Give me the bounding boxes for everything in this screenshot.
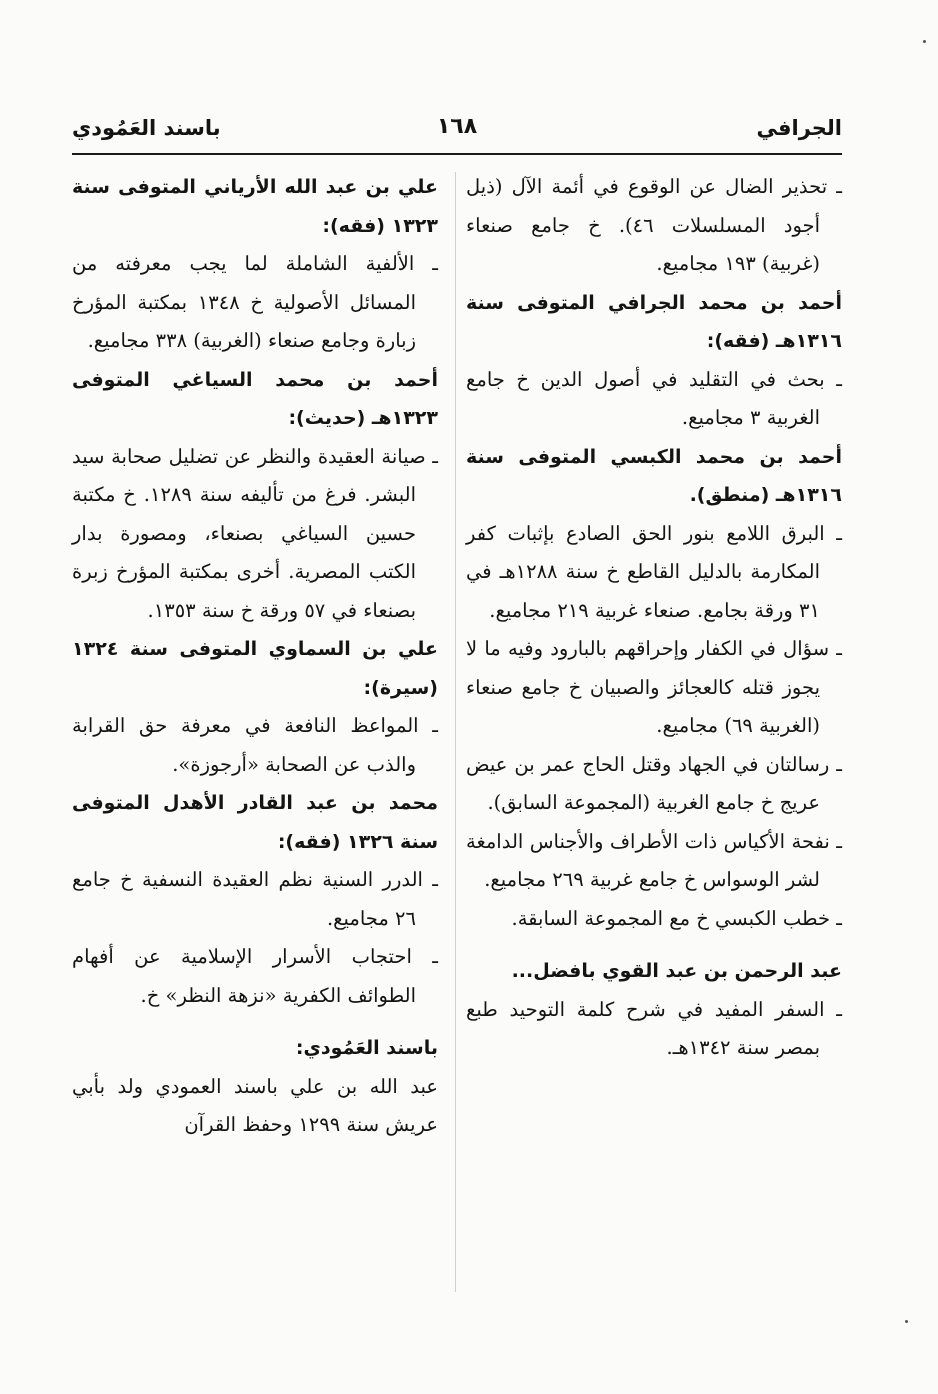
biography-text: عبد الله بن علي باسند العمودي ولد بأبي عريش سنة ١٢٩٩ وحفظ القرآن [72,1074,438,1136]
work-entry: ـ بحث في التقليد في أصول الدين خ جامع الغربية ٣ مجاميع. [466,367,842,429]
author-heading: باسند العَمُودي: [295,1037,438,1059]
author-heading: علي بن عبد الله الأرياني المتوفى سنة ١٣٢٣ (فقه): [72,176,438,237]
header-rule [72,153,842,155]
work-entry: ـ سؤال في الكفار وإحراقهم بالبارود وفيه ما لا يجوز قتله كالعجائز والصبيان خ جامع صنعاء (الغربية ٦٩) مجاميع. [466,637,842,737]
left-column [72,168,438,1145]
work-entry: ـ خطب الكبسي خ مع المجموعة السابقة. [511,906,842,930]
work-entry: ـ الدرر السنية نظم العقيدة النسفية خ جامع ٢٦ مجاميع. [72,868,438,930]
author-heading: علي بن السماوي المتوفى سنة ١٣٢٤ (سيرة): [72,638,438,699]
page-number: ١٦٨ [436,114,478,139]
scan-speck [905,1320,908,1323]
running-header [72,112,842,152]
work-entry: ـ صيانة العقيدة والنظر عن تضليل صحابة سيد البشر. فرغ من تأليفه سنة ١٢٨٩. خ مكتبة حسين السياغي بصنعاء، ومصورة بدار الكتب المصرية. أخرى بمكتبة المؤرخ زبرة بصنعاء في ٥٧ ورقة خ سنة ١٣٥٣. [72,444,438,622]
column-divider [455,172,456,1292]
author-heading: أحمد بن محمد الجرافي المتوفى سنة ١٣١٦هـ (فقه): [466,291,842,352]
work-entry: ـ السفر المفيد في شرح كلمة التوحيد طبع بمصر سنة ١٣٤٢هـ. [466,997,842,1059]
section-gap [72,1015,438,1029]
work-entry: ـ احتجاب الأسرار الإسلامية عن أفهام الطوائف الكفرية «نزهة النظر» خ. [72,945,438,1007]
author-heading: أحمد بن محمد السياغي المتوفى ١٣٢٣هـ (حديث): [72,368,438,429]
work-entry: ـ رسالتان في الجهاد وقتل الحاج عمر بن عيض عريج خ جامع الغربية (المجموعة السابق). [466,752,842,814]
section-gap [466,938,842,952]
work-entry: ـ البرق اللامع بنور الحق الصادع بإثبات كفر المكارمة بالدليل القاطع خ سنة ١٢٨٨هـ في ٣١ ورقة بجامع. صنعاء غربية ٢١٩ مجاميع. [466,521,842,622]
work-entry: ـ المواعظ النافعة في معرفة حق القرابة والذب عن الصحابة «أرجوزة». [72,714,438,776]
scan-speck [923,40,926,43]
work-entry: ـ تحذير الضال عن الوقوع في أئمة الآل (ذيل أجود المسلسلات ٤٦). خ جامع صنعاء (غربية) ١٩٣ مجاميع. [466,175,842,275]
author-heading: محمد بن عبد القادر الأهدل المتوفى سنة ١٣٢٦ (فقه): [72,792,438,853]
work-entry: ـ نفحة الأكياس ذات الأطراف والأجناس الدامغة لشر الوسواس خ جامع غربية ٢٦٩ مجاميع. [466,829,842,891]
work-entry: ـ الألفية الشاملة لما يجب معرفته من المسائل الأصولية خ ١٣٤٨ بمكتبة المؤرخ زبارة وجامع صنعاء (الغربية) ٣٣٨ مجاميع. [72,252,438,352]
header-chapter-title: الجرافي [756,116,842,140]
header-section-title: باسند العَمُودي [72,116,221,140]
right-column [466,168,842,1068]
author-heading: أحمد بن محمد الكبسي المتوفى سنة ١٣١٦هـ (منطق). [466,445,842,506]
author-heading: عبد الرحمن بن عبد القوي بافضل... [511,960,842,982]
